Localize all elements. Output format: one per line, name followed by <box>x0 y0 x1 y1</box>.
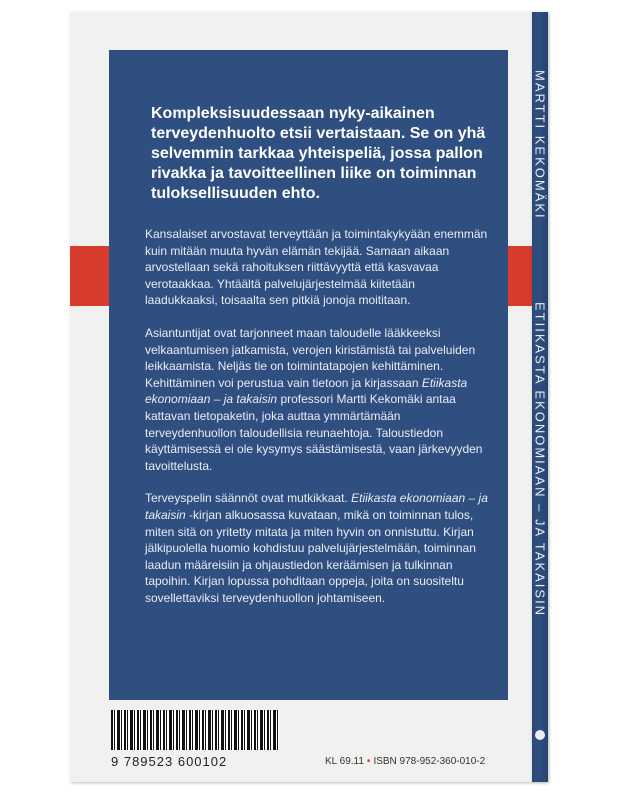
classification-isbn <box>325 756 485 767</box>
lead-paragraph: Kompleksisuudessaan nyky-aikainen terveydenhuolto etsii vertaistaan. Se on yhä selvemmin tarkkaa yhteispeliä, jossa pallon rivakka ja tavoitteellinen liike on toiminnan tuloksellisuuden ehto. <box>151 105 486 202</box>
barcode-number: 9 789523 600102 <box>111 754 228 769</box>
book-title-italic-2: Etiikasta ekonomiaan – ja takaisin <box>145 491 488 522</box>
classification: KL 69.11 <box>325 756 364 767</box>
book-title-italic: Etiikasta ekonomiaan – ja takaisin <box>145 375 468 407</box>
paragraph-3-start: Terveyspelin säännöt ovat mutkikkaat. <box>145 491 348 506</box>
book <box>70 12 546 782</box>
paragraph-3-end: -kirjan alkuosassa kuvataan, mikä on toiminnan tulos, miten sitä on yritetty mitata ja miten hyvin on onnistuttu. Kirjan jälkipuolella huomio kohdistuu palvelujärjestelmään, toiminnan laadun määreisiin ja ohjaustiedon keräämisen ja tulkinnan tapoihin. Kirjan lopussa pohditaan oppeja, joita on suositeltu sovellettaviksi terveydenhuollon johtamiseen. <box>145 507 476 605</box>
paragraph-2 <box>145 325 490 474</box>
spine <box>532 12 548 782</box>
paragraph-3 <box>145 490 490 606</box>
separator-dot-icon: • <box>366 756 371 767</box>
blurb-panel <box>109 50 508 700</box>
isbn: ISBN 978-952-360-010-2 <box>373 756 486 767</box>
paragraph-2-end: professori Martti Kekomäki antaa kattavan tietopaketin, joka auttaa ymmärtämään terveydenhuollon taloudellisia reunaehtoja. Taloustiedon käyttämisessä ei ole kysymys säästämisestä, vaan järkevyyden tavoittelusta. <box>145 392 483 473</box>
publisher-logo-icon <box>535 730 545 740</box>
barcode-icon <box>111 710 279 750</box>
barcode-area <box>109 710 529 770</box>
spine-title: ETIIKASTA EKONOMIAAN – JA TAKAISIN <box>532 302 548 618</box>
paragraph-1: Kansalaiset arvostavat terveyttään ja toimintakykyään enemmän kuin mitään muuta hyvän elämän tekijää. Samaan aikaan arvostellaan sekä rahoituksen riittävyyttä että kasvavaa verotaakkaa. Yhtäältä palvelujärjestelmää kiitetään laadukkaaksi, toisaalta sen pitkiä jonoja moititaan. <box>145 227 488 308</box>
spine-author: MARTTI KEKOMÄKI <box>532 70 548 220</box>
paragraph-2-start: Asiantuntijat ovat tarjonneet maan taloudelle lääkkeeksi velkaantumisen jatkamista, verojen kiristämistä tai palveluiden leikkaamista. Neljäs tie on toimintatapojen kehittäminen. Kehittäminen voi perustua vain tietoon ja kirjassaan <box>145 325 476 390</box>
